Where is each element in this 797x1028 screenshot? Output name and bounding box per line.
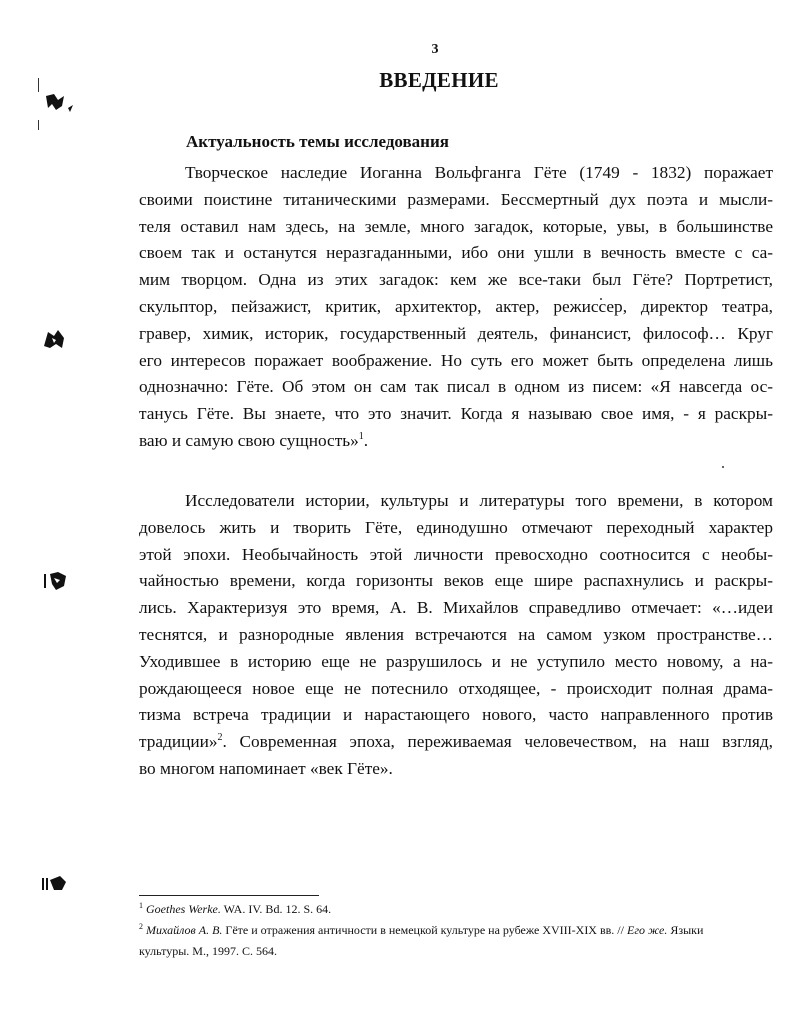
paragraph-line: Творческое наследие Иоганна Вольфганга Гёте (1749 - 1832) поражает xyxy=(185,163,773,182)
footnote-ref-2[interactable]: 2 xyxy=(217,732,223,744)
footnote-number: 2 xyxy=(139,922,143,931)
paragraph-line: своем так и останутся неразгаданными, ибо они ушли в вечность вместе с са- xyxy=(139,243,773,263)
footnote-1 xyxy=(139,899,779,920)
section-heading: Актуальность темы исследования xyxy=(186,132,449,151)
paragraph-line: его интересов поражает воображение. Но суть его может быть определена лишь xyxy=(139,350,773,370)
paragraph-line: Уходившее в историю еще не разрушилось и не уступило место новому, а на- xyxy=(139,651,773,671)
paragraph-2 xyxy=(139,488,773,783)
paragraph-line-text: ваю и самую свою сущность» xyxy=(139,430,359,450)
footnote-source-title: Goethes Werke. xyxy=(146,902,221,916)
footnote-divider xyxy=(139,895,319,896)
paragraph-line: тизма встреча традиции и нарастающего нового, часто направленного против xyxy=(139,705,773,725)
footnote-2 xyxy=(139,920,779,962)
page-number: 3 xyxy=(431,42,439,57)
paragraph-line xyxy=(139,428,773,455)
paragraph-line: лись. Характеризуя это время, А. В. Михайлов справедливо отмечает: «…идеи xyxy=(139,598,773,618)
ink-blot-icon xyxy=(42,568,72,596)
paragraph-line: этой эпохи. Необычайность этой личности превосходно соотносится с необы- xyxy=(139,544,773,564)
paragraph-line: танусь Гёте. Вы знаете, что это значит. Когда я называю свое имя, - я раскры- xyxy=(139,404,773,424)
paragraph-line: во многом напоминает «век Гёте». xyxy=(139,758,393,778)
paragraph-line: своими поистине титаническими размерами. Бессмертный дух поэта и мысли- xyxy=(139,189,773,209)
footnote-ibid: Его же. xyxy=(623,923,668,937)
footnote-text: WA. IV. Bd. 12. S. 64. xyxy=(220,902,332,916)
page-title: ВВЕДЕНИЕ xyxy=(379,68,499,92)
paragraph-line: теснятся, и разнородные явления встречаются на самом узком пространстве… xyxy=(139,624,773,644)
footnote-ref-1[interactable]: 1 xyxy=(358,431,364,443)
paragraph-line: рождающееся новое еще не потеснило отходящее, - происходит полная драма- xyxy=(139,678,773,698)
ink-blot-icon xyxy=(40,326,72,352)
footnote-text: Языки xyxy=(667,923,704,937)
paragraph-1 xyxy=(139,160,773,455)
paragraph-line-text: . Современная эпоха, переживаемая человечеством, на наш взгляд, xyxy=(222,732,773,752)
paragraph-line: довелось жить и творить Гёте, единодушно отмечают переходный характер xyxy=(139,517,773,537)
paragraph-line: однозначно: Гёте. Об этом он сам так писал в одном из писем: «Я навсегда ос- xyxy=(139,377,773,397)
footnote-text-line2: культуры. М., 1997. С. 564. xyxy=(139,944,277,958)
scan-speck xyxy=(722,466,724,468)
paragraph-line: мим творцом. Одна из этих загадок: кем же все-таки был Гёте? Портретист, xyxy=(139,270,773,290)
margin-tick-mid xyxy=(38,120,39,130)
paragraph-line: Исследователи истории, культуры и литературы того времени, в котором xyxy=(185,491,773,510)
paragraph-line-text: традиции» xyxy=(139,732,218,752)
ink-blot-icon xyxy=(40,872,72,898)
footnote-author: Михайлов А. В. xyxy=(146,923,223,937)
period: . xyxy=(363,430,369,450)
paragraph-line: теля оставил нам здесь, на земле, много загадок, которые, увы, в большинстве xyxy=(139,216,773,236)
footnote-number: 1 xyxy=(139,901,143,910)
paragraph-line xyxy=(139,729,773,756)
paragraph-line: гравер, химик, историк, государственный деятель, финансист, философ… Круг xyxy=(139,323,773,343)
paragraph-line: чайностью времени, когда горизонты веков еще шире распахнулись и раскры- xyxy=(139,571,773,591)
footnote-text: Гёте и отражения античности в немецкой культуре на рубеже XVIII-XIX вв. // xyxy=(222,923,624,937)
paragraph-line: скульптор, пейзажист, критик, архитектор, актер, режиссер, директор театра, xyxy=(139,296,773,316)
